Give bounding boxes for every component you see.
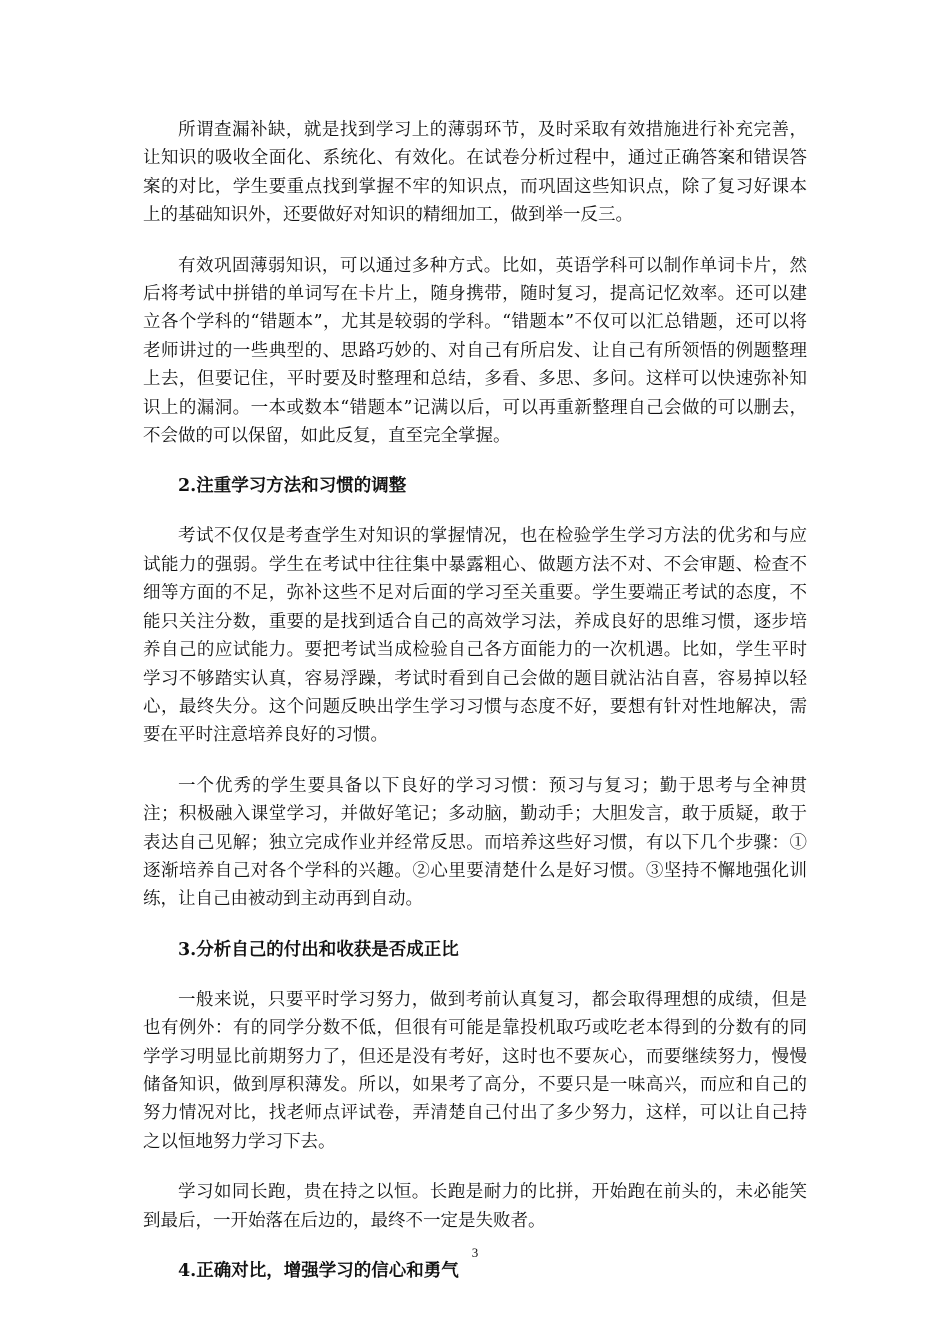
- section-heading: 2.注重学习方法和习惯的调整: [178, 476, 407, 497]
- paragraph: 所谓查漏补缺，就是找到学习上的薄弱环节，及时采取有效措施进行补充完善，让知识的吸收全面化、系统化、有效化。在试卷分析过程中，通过正确答案和错误答案的对比，学生要重点找到掌握不牢的知识点，而巩固这些知识点，除了复习好课本上的基础知识外，还要做好对知识的精细加工，做到举一反三。: [143, 120, 807, 226]
- paragraph: 一个优秀的学生要具备以下良好的学习习惯：预习与复习；勤于思考与全神贯注；积极融入课堂学习，并做好笔记；多动脑，勤动手；大胆发言，敢于质疑，敢于表达自己见解；独立完成作业并经常反思。而培养这些好习惯，有以下几个步骤：①逐渐培养自己对各个学科的兴趣。②心里要清楚什么是好习惯。③坚持不懈地强化训练，让自己由被动到主动再到自动。: [143, 775, 807, 910]
- paragraph: 学习如同长跑，贵在持之以恒。长跑是耐力的比拼，开始跑在前头的，未必能笑到最后，一开始落在后边的，最终不一定是失败者。: [143, 1182, 807, 1231]
- paragraph: 一般来说，只要平时学习努力，做到考前认真复习，都会取得理想的成绩，但是也有例外：有的同学分数不低，但很有可能是靠投机取巧或吃老本得到的分数有的同学学习明显比前期努力了，但还是没有考好，这时也不要灰心，而要继续努力，慢慢储备知识，做到厚积薄发。所以，如果考了高分，不要只是一味高兴，而应和自己的努力情况对比，找老师点评试卷，弄清楚自己付出了多少努力，这样，可以让自己持之以恒地努力学习下去。: [143, 989, 807, 1152]
- section-heading: 3.分析自己的付出和收获是否成正比: [178, 939, 459, 960]
- paragraph: 有效巩固薄弱知识，可以通过多种方式。比如，英语学科可以制作单词卡片，然后将考试中拼错的单词写在卡片上，随身携带，随时复习，提高记忆效率。还可以建立各个学科的“错题本”，尤其是较弱的学科。“错题本”不仅可以汇总错题，还可以将老师讲过的一些典型的、思路巧妙的、对自己有所启发、让自己有所领悟的例题整理上去，但要记住，平时要及时整理和总结，多看、多思、多问。这样可以快速弥补知识上的漏洞。一本或数本“错题本”记满以后，可以再重新整理自己会做的可以删去，不会做的可以保留，如此反复，直至完全掌握。: [143, 255, 807, 447]
- paragraph: 考试不仅仅是考查学生对知识的掌握情况，也在检验学生学习方法的优劣和与应试能力的强弱。学生在考试中往往集中暴露粗心、做题方法不对、不会审题、检查不细等方面的不足，弥补这些不足对后面的学习至关重要。学生要端正考试的态度，不能只关注分数，重要的是找到适合自己的高效学习法，养成良好的思维习惯，逐步培养自己的应试能力。要把考试当成检验自己各方面能力的一次机遇。比如，学生平时学习不够踏实认真，容易浮躁，考试时看到自己会做的题目就沾沾自喜，容易掉以轻心，最终失分。这个问题反映出学生学习习惯与态度不好，要想有针对性地解决，需要在平时注意培养良好的习惯。: [143, 526, 807, 746]
- page-number: 3: [471, 1245, 479, 1260]
- section-heading: 4.正确对比，增强学习的信心和勇气: [178, 1261, 459, 1281]
- document-body: [143, 116, 807, 1307]
